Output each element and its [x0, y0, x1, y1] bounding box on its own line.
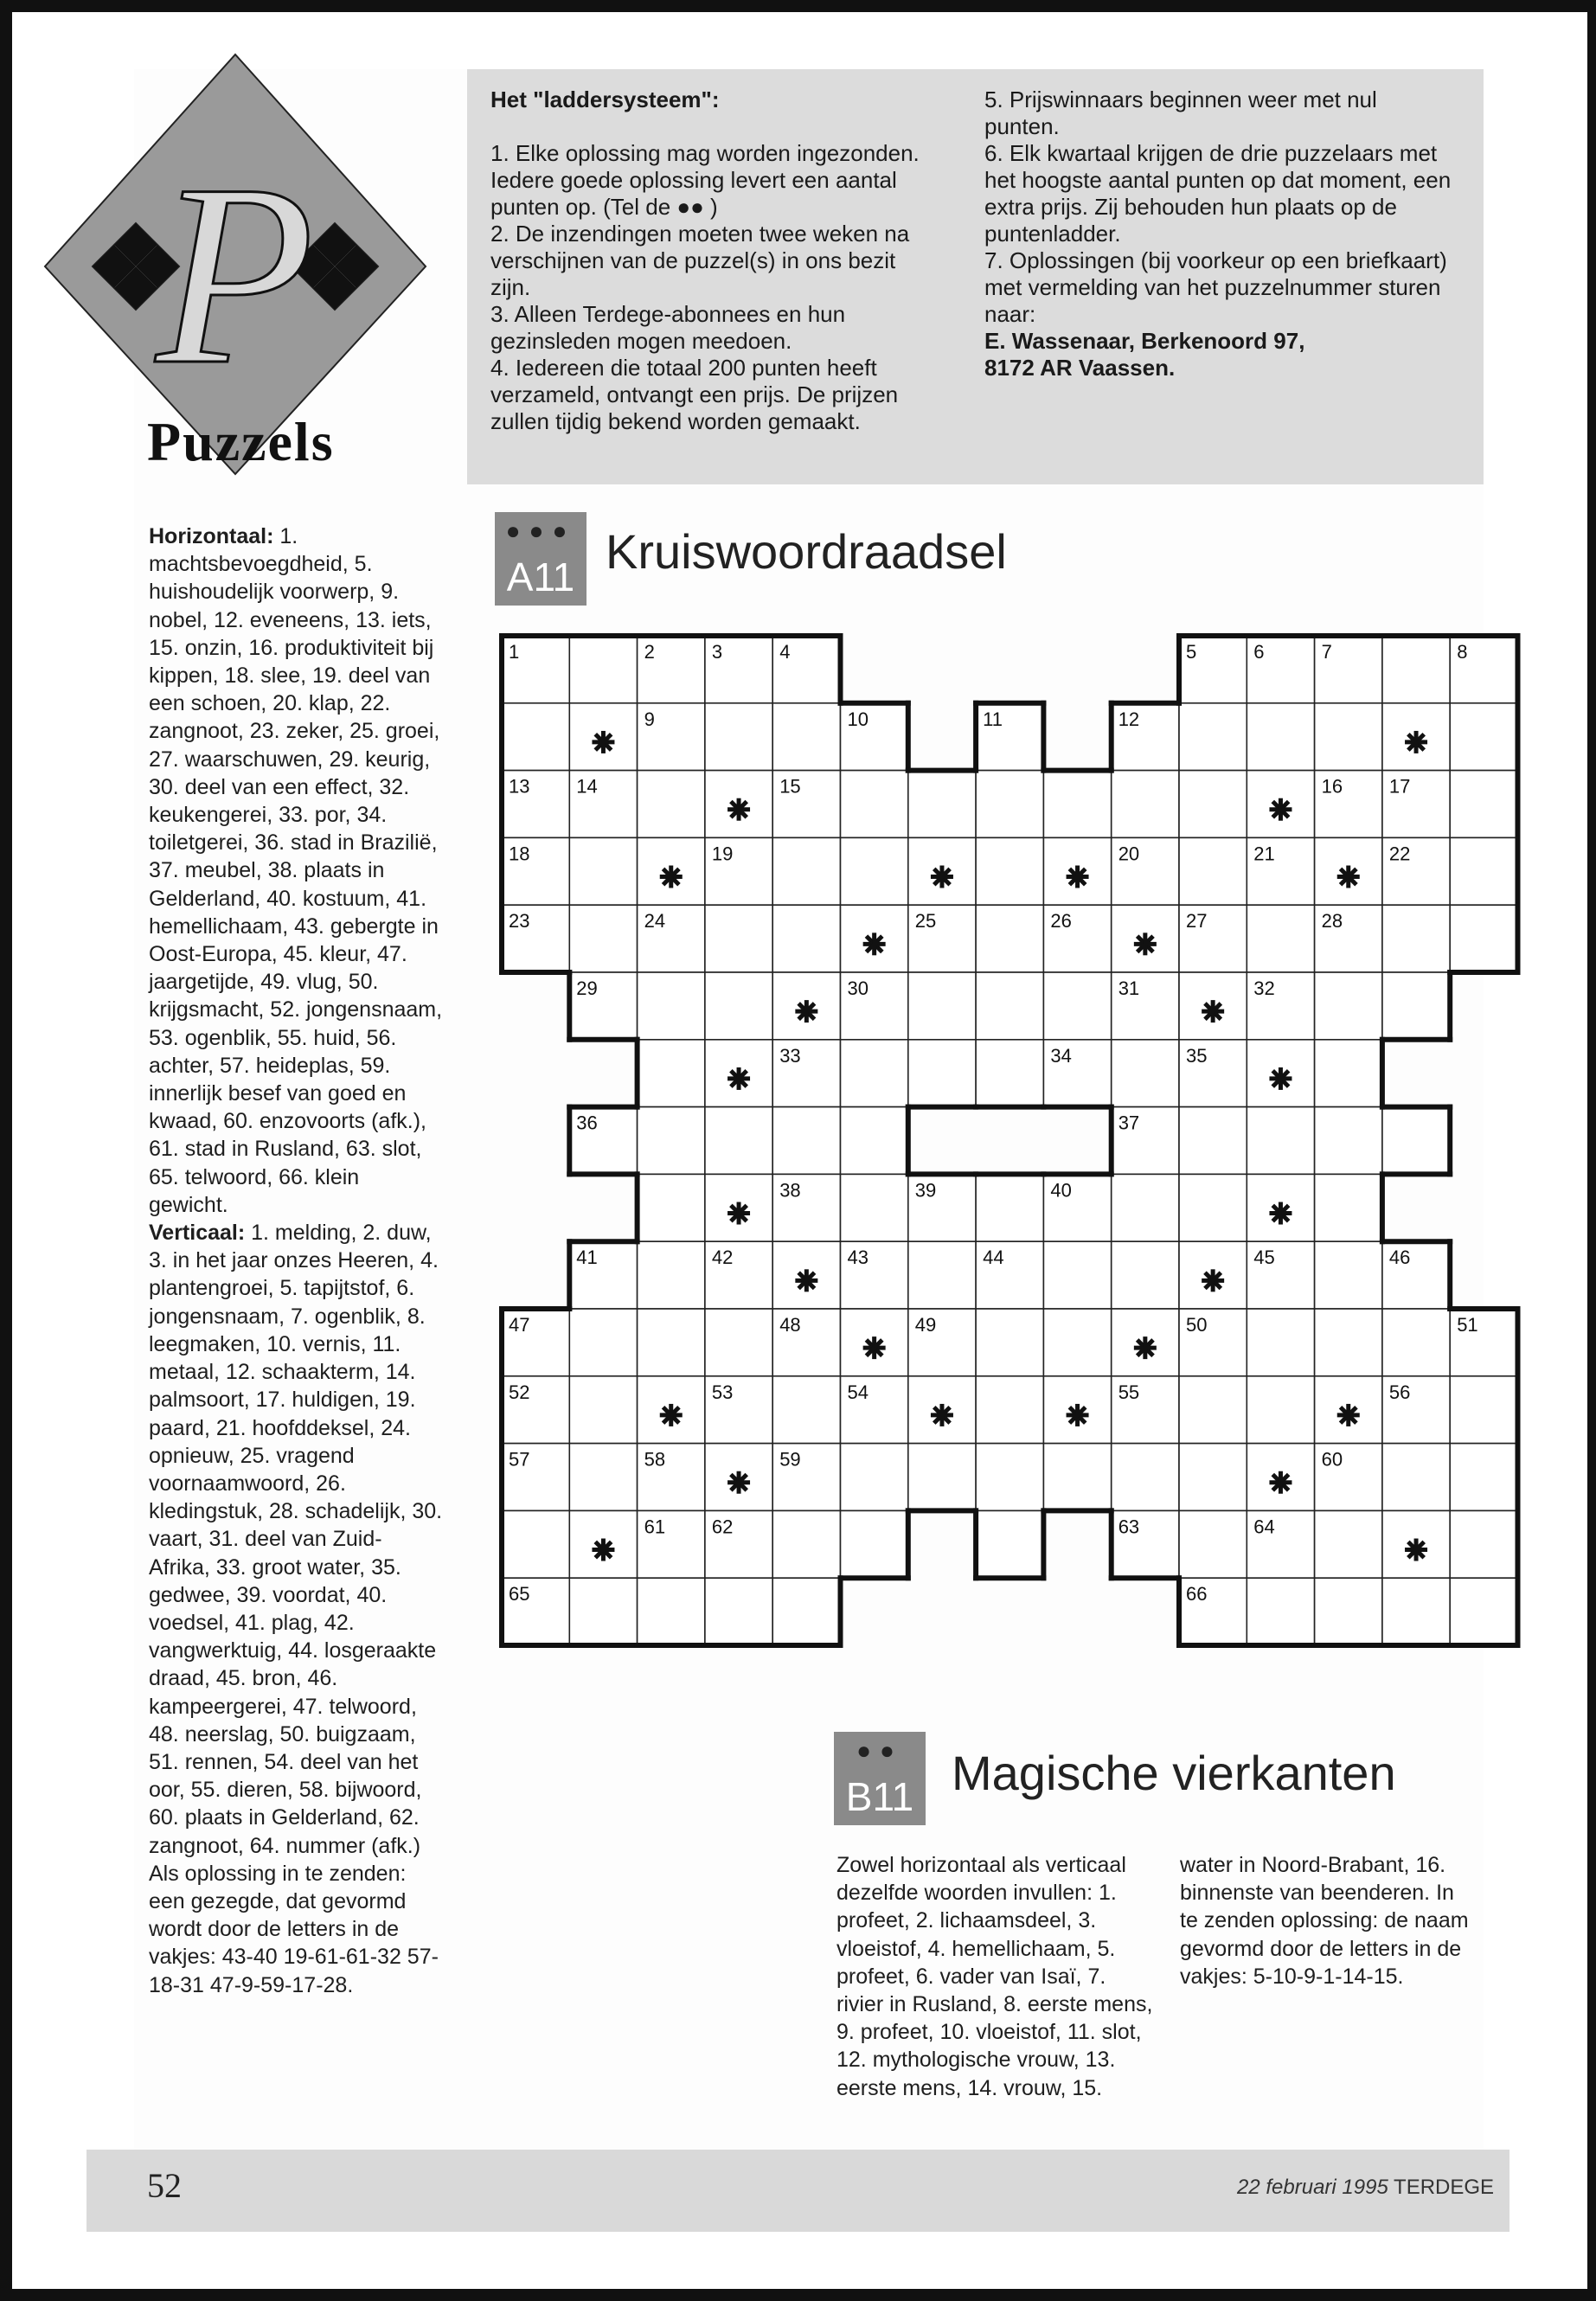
grid-cell[interactable]	[705, 905, 772, 972]
issue-line	[1237, 2176, 1494, 2200]
grid-cell[interactable]	[976, 1376, 1043, 1444]
b11-text-left-p: Zowel horizontaal als verticaal dezelfde woorden invullen: 1. profeet, 2. lichaamsdeel, 3. vloeistof, 4. hemellichaam, 5. profeet, 6. vader van Isaï, 7. rivier in Rusland, 8. eerste mens, 9. profeet, 10. vloeistof, 11. slot, 12. mythologische vrouw, 13. eerste mens, 14. vrouw, 15.	[836, 1853, 1153, 2100]
grid-cell[interactable]	[1112, 1444, 1179, 1511]
cell-number: 5	[1186, 641, 1197, 663]
cell-number: 57	[509, 1448, 530, 1471]
star-icon	[1405, 1539, 1427, 1561]
horizontaal-label: Horizontaal:	[149, 524, 274, 548]
cell-number: 61	[644, 1516, 666, 1538]
grid-cell[interactable]	[1315, 1241, 1382, 1309]
grid-cell[interactable]	[1315, 1578, 1382, 1645]
grid-cell[interactable]	[772, 1107, 840, 1175]
page-number: 52	[147, 2166, 182, 2205]
star-icon	[1202, 1269, 1224, 1292]
grid-cell[interactable]	[1179, 837, 1247, 905]
star-icon	[795, 1000, 817, 1022]
grid-cell[interactable]	[1382, 1309, 1450, 1376]
grid-cell[interactable]	[908, 1444, 976, 1511]
a11-title: Kruiswoordraadsel	[606, 524, 1007, 579]
grid-cell[interactable]	[772, 1376, 840, 1444]
cell-number: 6	[1253, 641, 1265, 663]
issue-date: 22 februari 1995	[1237, 2176, 1388, 2199]
cell-number: 15	[779, 775, 801, 798]
star-icon	[1337, 1404, 1360, 1426]
grid-cell[interactable]	[1382, 972, 1450, 1040]
grid-cell[interactable]	[569, 905, 637, 972]
grid-cell[interactable]	[638, 1578, 705, 1645]
grid-cell[interactable]	[772, 1578, 840, 1645]
grid-cell[interactable]	[569, 636, 637, 703]
grid-cell[interactable]	[1179, 703, 1247, 771]
grid-cell[interactable]	[976, 972, 1043, 1040]
grid-cell[interactable]	[1315, 1510, 1382, 1578]
cell-number: 8	[1457, 641, 1468, 663]
grid-cell[interactable]	[705, 972, 772, 1040]
cell-number: 52	[509, 1381, 530, 1403]
cell-number: 20	[1118, 843, 1140, 865]
cell-number: 59	[779, 1448, 801, 1471]
grid-cell[interactable]	[976, 1309, 1043, 1376]
cell-number: 44	[983, 1247, 1004, 1269]
grid-cell[interactable]	[638, 1241, 705, 1309]
cell-number: 47	[509, 1314, 530, 1336]
b11-code: B11	[845, 1774, 914, 1819]
cell-number: 64	[1253, 1516, 1275, 1538]
grid-cell[interactable]	[1179, 1444, 1247, 1511]
grid-cell[interactable]	[976, 1174, 1043, 1241]
cell-number: 51	[1457, 1314, 1478, 1336]
grid-cell[interactable]	[1043, 771, 1111, 838]
star-icon	[592, 731, 614, 753]
grid-cell[interactable]	[976, 905, 1043, 972]
cell-number: 1	[509, 641, 520, 663]
star-icon	[1067, 866, 1089, 888]
cell-number: 42	[711, 1247, 734, 1269]
star-icon	[1337, 866, 1360, 888]
grid-cell[interactable]	[976, 771, 1043, 838]
cell-number: 3	[711, 641, 723, 663]
grid-cell[interactable]	[1179, 1174, 1247, 1241]
rule-6: 6. Elk kwartaal krijgen de drie puzzelaars met het hoogste aantal punten op dat moment, een extra prijs. Zij behouden hun plaats op de puntenladder.	[984, 140, 1452, 247]
cell-number: 37	[1118, 1112, 1140, 1134]
cell-number: 36	[576, 1112, 598, 1134]
grid-cell[interactable]	[1112, 1040, 1179, 1107]
cell-number: 11	[983, 708, 1003, 730]
cell-number: 25	[914, 910, 937, 933]
cell-number: 46	[1388, 1247, 1411, 1269]
grid-cell[interactable]	[1043, 972, 1111, 1040]
grid-cell[interactable]	[841, 1444, 908, 1511]
grid-cell[interactable]	[1315, 1107, 1382, 1175]
grid-cell[interactable]	[841, 837, 908, 905]
grid-cell[interactable]	[841, 771, 908, 838]
grid-cell[interactable]	[569, 1444, 637, 1511]
grid-cell[interactable]	[569, 1309, 637, 1376]
grid-cell[interactable]	[705, 1578, 772, 1645]
cell-number: 23	[509, 910, 530, 933]
star-icon	[931, 866, 953, 888]
grid-cell[interactable]	[1382, 905, 1450, 972]
grid-cell[interactable]	[772, 905, 840, 972]
grid-cell[interactable]	[638, 1174, 705, 1241]
cell-number: 55	[1118, 1381, 1140, 1403]
rule-2: 2. De inzendingen moeten twee weken na verschijnen van de puzzel(s) in ons bezit zijn.	[490, 221, 910, 300]
horizontaal-text: 1. machtsbevoegdheid, 5. huishoudelijk voorwerp, 9. nobel, 12. eveneens, 13. iets, 15. onzin, 16. produktiviteit bij kippen, 18. slee, 19. deel van een schoen, 20. klap, 22. zangnoot, 23. zeker, 25. groei, 27. waarschuwen, 29. keurig, 30. deel van een effect, 32. keukengerei, 33. por, 34. toiletgerei, 36. stad in Brazilië, 37. meubel, 38. plaats in Gelderland, 40. kostuum, 41. hemellichaam, 43. gebergte in Oost-Europa, 45. kleur, 47. jaargetijde, 49. vlug, 50. krijgsmacht, 52. jongensnaam, 53. ogenblik, 55. huid, 56. achter, 57. heideplas, 59. innerlijk besef van goed en kwaad, 60. enzovoorts (afk.), 61. stad in Rusland, 63. slot, 65. telwoord, 66. klein gewicht.	[149, 524, 443, 1217]
cell-number: 17	[1388, 775, 1411, 798]
grid-cell[interactable]	[705, 703, 772, 771]
cell-number: 27	[1186, 910, 1208, 933]
cell-number: 26	[1050, 910, 1072, 933]
star-icon	[660, 866, 683, 888]
grid-cell[interactable]	[1179, 1107, 1247, 1175]
cell-number: 33	[779, 1044, 801, 1067]
rule-1: 1. Elke oplossing mag worden ingezonden. Iedere goede oplossing levert een aantal punten op. (Tel de ●● )	[490, 140, 920, 220]
grid-cell[interactable]	[638, 1309, 705, 1376]
grid-cell[interactable]	[1179, 771, 1247, 838]
cell-number: 9	[644, 708, 655, 730]
star-icon	[1269, 1067, 1292, 1090]
cell-number: 39	[914, 1179, 937, 1202]
grid-cell[interactable]	[772, 837, 840, 905]
grid-cell[interactable]	[1450, 905, 1517, 972]
grid-cell[interactable]	[569, 1376, 637, 1444]
grid-cell[interactable]	[908, 771, 976, 838]
grid-cell[interactable]	[1450, 1444, 1517, 1511]
cell-number: 19	[711, 843, 734, 865]
rules-column-left	[490, 87, 940, 435]
grid-cell[interactable]	[1043, 1309, 1111, 1376]
grid-cell[interactable]	[1450, 837, 1517, 905]
star-icon	[1269, 798, 1292, 821]
grid-cell[interactable]	[569, 837, 637, 905]
star-icon	[1202, 1000, 1224, 1022]
grid-cell[interactable]	[1247, 905, 1314, 972]
grid-cell[interactable]	[638, 972, 705, 1040]
logo-word: Puzzels	[147, 411, 335, 472]
grid-cell[interactable]	[841, 1174, 908, 1241]
grid-cell[interactable]	[841, 1510, 908, 1578]
cell-number: 53	[711, 1381, 734, 1403]
grid-cell[interactable]	[638, 771, 705, 838]
rule-5: 5. Prijswinnaars beginnen weer met nul punten.	[984, 87, 1377, 139]
cell-number: 34	[1050, 1044, 1072, 1067]
star-icon	[1269, 1202, 1292, 1225]
grid-cell[interactable]	[1450, 1510, 1517, 1578]
star-icon	[727, 1067, 750, 1090]
grid-cell[interactable]	[908, 1040, 976, 1107]
cell-number: 66	[1186, 1583, 1208, 1606]
b11-text-right	[1180, 1851, 1474, 1990]
grid-cell[interactable]	[1315, 1174, 1382, 1241]
star-icon	[660, 1404, 683, 1426]
star-icon	[727, 1471, 750, 1494]
cell-number: 63	[1118, 1516, 1140, 1538]
grid-cell[interactable]	[1112, 1174, 1179, 1241]
star-icon	[863, 933, 886, 955]
grid-cell[interactable]	[1112, 1241, 1179, 1309]
grid-cell[interactable]	[772, 1510, 840, 1578]
address-line-2: 8172 AR Vaassen.	[984, 355, 1176, 381]
star-icon	[795, 1269, 817, 1292]
grid-cell[interactable]	[976, 1444, 1043, 1511]
grid-cell[interactable]	[1247, 703, 1314, 771]
cell-number: 18	[509, 843, 530, 865]
horizontaal-clues	[149, 522, 443, 1219]
b11-text-right-p: water in Noord-Brabant, 16. binnenste van beenderen. In te zenden oplossing: de naam gevormd door de letters in de vakjes: 5-10-9-1-14-15.	[1180, 1853, 1469, 1989]
cell-number: 60	[1321, 1448, 1343, 1471]
grid-cell[interactable]	[1382, 636, 1450, 703]
cell-number: 21	[1253, 843, 1275, 865]
grid-cell[interactable]	[705, 1309, 772, 1376]
magazine-name: TERDEGE	[1394, 2176, 1495, 2199]
cell-number: 32	[1253, 977, 1275, 999]
grid-cell[interactable]	[502, 703, 569, 771]
grid-cell[interactable]	[1043, 1241, 1111, 1309]
rule-3: 3. Alleen Terdege-abonnees en hun gezinsleden mogen meedoen.	[490, 301, 846, 354]
a11-clues	[149, 522, 443, 1999]
grid-cell[interactable]	[976, 1040, 1043, 1107]
address-line-1: E. Wassenaar, Berkenoord 97,	[984, 328, 1305, 354]
grid-cell[interactable]	[841, 1040, 908, 1107]
grid-cell[interactable]	[1112, 771, 1179, 838]
cell-number: 38	[779, 1179, 801, 1202]
grid-cell[interactable]	[841, 1107, 908, 1175]
verticaal-label: Verticaal:	[149, 1221, 246, 1246]
grid-cell[interactable]	[638, 1107, 705, 1175]
grid-cell[interactable]	[1382, 1444, 1450, 1511]
rule-4: 4. Iedereen die totaal 200 punten heeft verzameld, ontvangt een prijs. De prijzen zullen tijdig bekend worden gemaakt.	[490, 355, 899, 434]
cell-number: 54	[847, 1381, 869, 1403]
crossword-grid	[493, 627, 1544, 1661]
cell-number: 7	[1321, 641, 1332, 663]
grid-cell[interactable]	[1315, 703, 1382, 771]
grid-cell[interactable]	[1450, 1578, 1517, 1645]
grid-cell[interactable]	[1450, 1376, 1517, 1444]
grid-cell[interactable]	[1247, 1578, 1314, 1645]
grid-cell[interactable]	[1247, 1107, 1314, 1175]
grid-cell[interactable]	[1450, 771, 1517, 838]
cell-number: 48	[779, 1314, 801, 1336]
star-icon	[727, 798, 750, 821]
b11-badge	[834, 1732, 926, 1825]
grid-cell[interactable]	[772, 703, 840, 771]
cell-number: 4	[779, 641, 791, 663]
star-icon	[1067, 1404, 1089, 1426]
rules-column-right	[984, 87, 1452, 381]
b11-text-left	[836, 1851, 1157, 2102]
cell-number: 65	[509, 1583, 530, 1606]
star-icon	[1134, 933, 1157, 955]
star-icon	[931, 1404, 953, 1426]
cell-number: 43	[847, 1247, 869, 1269]
cell-number: 29	[576, 977, 598, 999]
star-icon	[727, 1202, 750, 1225]
grid-cell[interactable]	[1043, 1444, 1111, 1511]
cell-number: 24	[644, 910, 666, 933]
logo-letter: P	[156, 131, 315, 418]
cell-number: 13	[509, 775, 530, 798]
verticaal-clues	[149, 1219, 443, 1860]
rules-heading: Het "laddersysteem":	[490, 87, 720, 112]
cell-number: 14	[576, 775, 598, 798]
grid-cell[interactable]	[1315, 1309, 1382, 1376]
cell-number: 40	[1050, 1179, 1072, 1202]
cell-number: 45	[1253, 1247, 1275, 1269]
grid-cell[interactable]	[1450, 703, 1517, 771]
cell-number: 30	[847, 977, 869, 999]
star-icon	[863, 1336, 886, 1359]
cell-number: 41	[576, 1247, 598, 1269]
cell-number: 62	[711, 1516, 734, 1538]
a11-send-in: Als oplossing in te zenden: een gezegde, dat gevormd wordt door de letters in de vakjes: 43-40 19-61-61-32 57-18-31 47-9-59-17-28.	[149, 1861, 439, 1997]
cell-number: 35	[1186, 1044, 1208, 1067]
star-icon	[592, 1539, 614, 1561]
cell-number: 49	[914, 1314, 937, 1336]
star-icon	[1134, 1336, 1157, 1359]
a11-badge	[495, 512, 586, 606]
grid-cell[interactable]	[502, 1510, 569, 1578]
grid-cell[interactable]	[705, 1107, 772, 1175]
cell-number: 22	[1388, 843, 1411, 865]
verticaal-text: 1. melding, 2. duw, 3. in het jaar onzes Heeren, 4. plantengroei, 5. tapijtstof, 6. jongensnaam, 7. ogenblik, 8. leegmaken, 10. vernis, 11. metaal, 12. schaakterm, 14. palmsoort, 17. huldigen, 19. paard, 21. hoofddeksel, 24. opnieuw, 25. vragend voornaamwoord, 26. kledingstuk, 28. schadelijk, 30. vaart, 31. deel van Zuid-Afrika, 33. groot water, 35. gedwee, 39. voordat, 40. voedsel, 41. plag, 42. vangwerktuig, 44. losgeraakte draad, 45. bron, 46. kampeergerei, 47. telwoord, 48. neerslag, 50. buigzaam, 51. rennen, 54. deel van het oor, 55. dieren, 58. bijwoord, 60. plaats in Gelderland, 62. zangnoot, 64. nummer (afk.)	[149, 1221, 443, 1858]
grid-cell[interactable]	[1179, 1510, 1247, 1578]
grid-cell[interactable]	[569, 1578, 637, 1645]
grid-cell[interactable]	[976, 837, 1043, 905]
cell-number: 50	[1186, 1314, 1208, 1336]
grid-cell[interactable]	[1315, 1040, 1382, 1107]
grid-cell[interactable]	[1247, 1309, 1314, 1376]
star-icon	[1405, 731, 1427, 753]
cell-number: 2	[644, 641, 655, 663]
cell-number: 12	[1118, 708, 1140, 730]
star-icon	[1269, 1471, 1292, 1494]
grid-cell[interactable]	[908, 972, 976, 1040]
cell-number: 58	[644, 1448, 666, 1471]
b11-difficulty-dots: ●●	[856, 1737, 903, 1764]
cell-number: 56	[1388, 1381, 1411, 1403]
cell-number: 31	[1118, 977, 1140, 999]
a11-difficulty-dots: ●●●	[505, 517, 576, 544]
a11-code: A11	[506, 554, 575, 599]
grid-cell[interactable]	[638, 1040, 705, 1107]
grid-cell[interactable]	[908, 1241, 976, 1309]
grid-cell[interactable]	[1382, 1107, 1450, 1175]
cell-number: 10	[847, 708, 869, 730]
grid-cell[interactable]	[1247, 1376, 1314, 1444]
b11-title: Magische vierkanten	[952, 1746, 1396, 1800]
cell-number: 28	[1321, 910, 1343, 933]
grid-cell[interactable]	[1382, 1578, 1450, 1645]
cell-number: 16	[1321, 775, 1343, 798]
rule-7: 7. Oplossingen (bij voorkeur op een briefkaart) met vermelding van het puzzelnummer sturen naar:	[984, 247, 1447, 327]
grid-cell[interactable]	[1179, 1376, 1247, 1444]
grid-cell[interactable]	[1315, 972, 1382, 1040]
grid-cell[interactable]	[976, 1510, 1043, 1578]
